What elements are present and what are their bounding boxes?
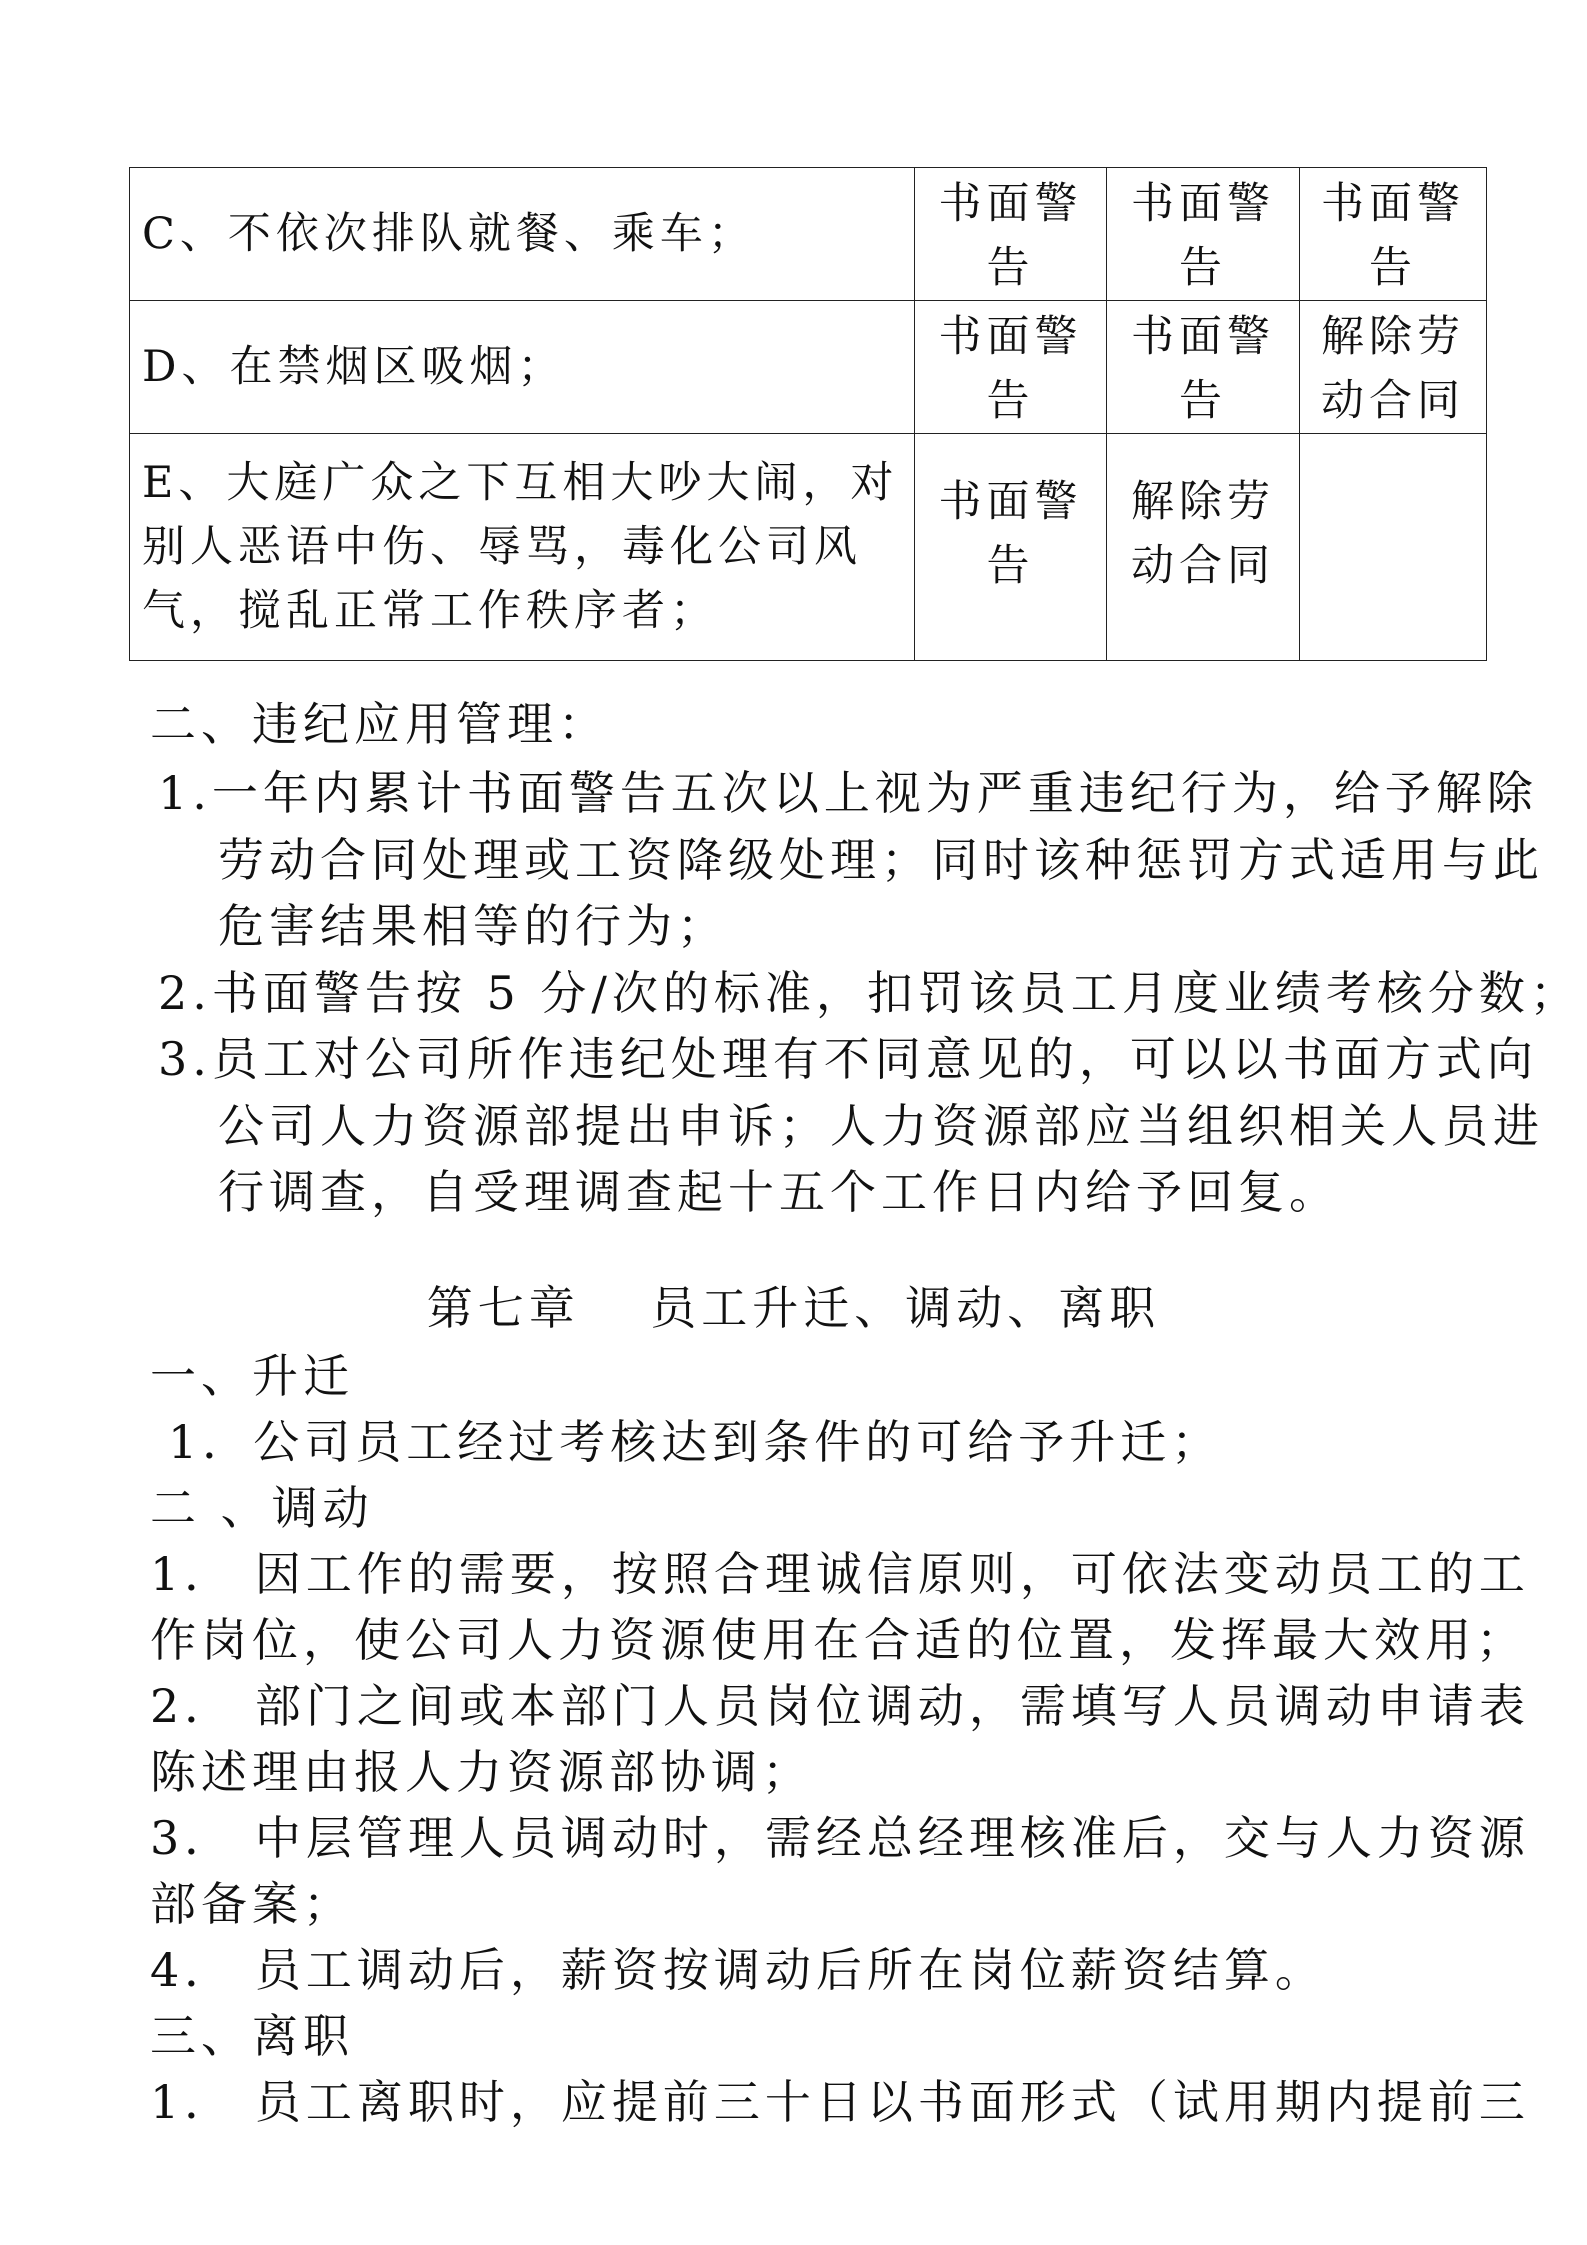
table-row xyxy=(130,434,1487,661)
table-row xyxy=(130,168,1487,301)
section-heading: 二、违纪应用管理： xyxy=(150,697,609,751)
list-item-continuation: 公司人力资源部提出申诉；人力资源部应当组织相关人员进 xyxy=(218,1099,1544,1153)
violation-item: C、不依次排队就餐、乘车； xyxy=(130,168,915,301)
list-item: 2.书面警告按 5 分/次的标准，扣罚该员工月度业绩考核分数； xyxy=(158,966,1581,1020)
penalty-table xyxy=(129,167,1487,661)
penalty-third: 解除劳动合同 xyxy=(1300,301,1487,434)
list-item: 1． 员工离职时，应提前三十日以书面形式（试用期内提前三 xyxy=(150,2075,1530,2129)
penalty-second: 书面警告 xyxy=(1107,168,1300,301)
penalty-first: 书面警告 xyxy=(915,168,1107,301)
list-item-continuation: 行调查，自受理调查起十五个工作日内给予回复。 xyxy=(218,1165,1340,1219)
penalty-first: 书面警告 xyxy=(915,434,1107,661)
section-heading: 一、升迁 xyxy=(150,1349,354,1403)
list-item-continuation: 陈述理由报人力资源部协调； xyxy=(150,1745,813,1799)
penalty-first: 书面警告 xyxy=(915,301,1107,434)
list-item-continuation: 劳动合同处理或工资降级处理；同时该种惩罚方式适用与此 xyxy=(218,833,1544,887)
list-item: 1．公司员工经过考核达到条件的可给予升迁； xyxy=(168,1415,1223,1469)
list-item: 4． 员工调动后，薪资按调动后所在岗位薪资结算。 xyxy=(150,1943,1326,1997)
list-item: 3． 中层管理人员调动时，需经总经理核准后，交与人力资源 xyxy=(150,1811,1530,1865)
section-heading: 二 、调动 xyxy=(150,1481,374,1535)
violation-item: D、在禁烟区吸烟； xyxy=(130,301,915,434)
list-item: 1． 因工作的需要，按照合理诚信原则，可依法变动员工的工 xyxy=(150,1547,1530,1601)
penalty-third: 书面警告 xyxy=(1300,168,1487,301)
violation-item: E、大庭广众之下互相大吵大闹，对别人恶语中伤、辱骂，毒化公司风气，搅乱正常工作秩序者； xyxy=(130,434,915,661)
penalty-second: 书面警告 xyxy=(1107,301,1300,434)
chapter-title: 第七章 员工升迁、调动、离职 xyxy=(426,1281,1161,1335)
table-row xyxy=(130,301,1487,434)
list-item-continuation: 危害结果相等的行为； xyxy=(218,899,728,953)
list-item: 1.一年内累计书面警告五次以上视为严重违纪行为，给予解除 xyxy=(158,766,1538,820)
list-item: 3.员工对公司所作违纪处理有不同意见的，可以以书面方式向 xyxy=(158,1032,1538,1086)
list-item-continuation: 作岗位，使公司人力资源使用在合适的位置，发挥最大效用； xyxy=(150,1613,1527,1667)
list-item-continuation: 部备案； xyxy=(150,1877,354,1931)
section-heading: 三、离职 xyxy=(150,2009,354,2063)
penalty-third xyxy=(1300,434,1487,661)
list-item: 2． 部门之间或本部门人员岗位调动，需填写人员调动申请表 xyxy=(150,1679,1530,1733)
penalty-second: 解除劳动合同 xyxy=(1107,434,1300,661)
